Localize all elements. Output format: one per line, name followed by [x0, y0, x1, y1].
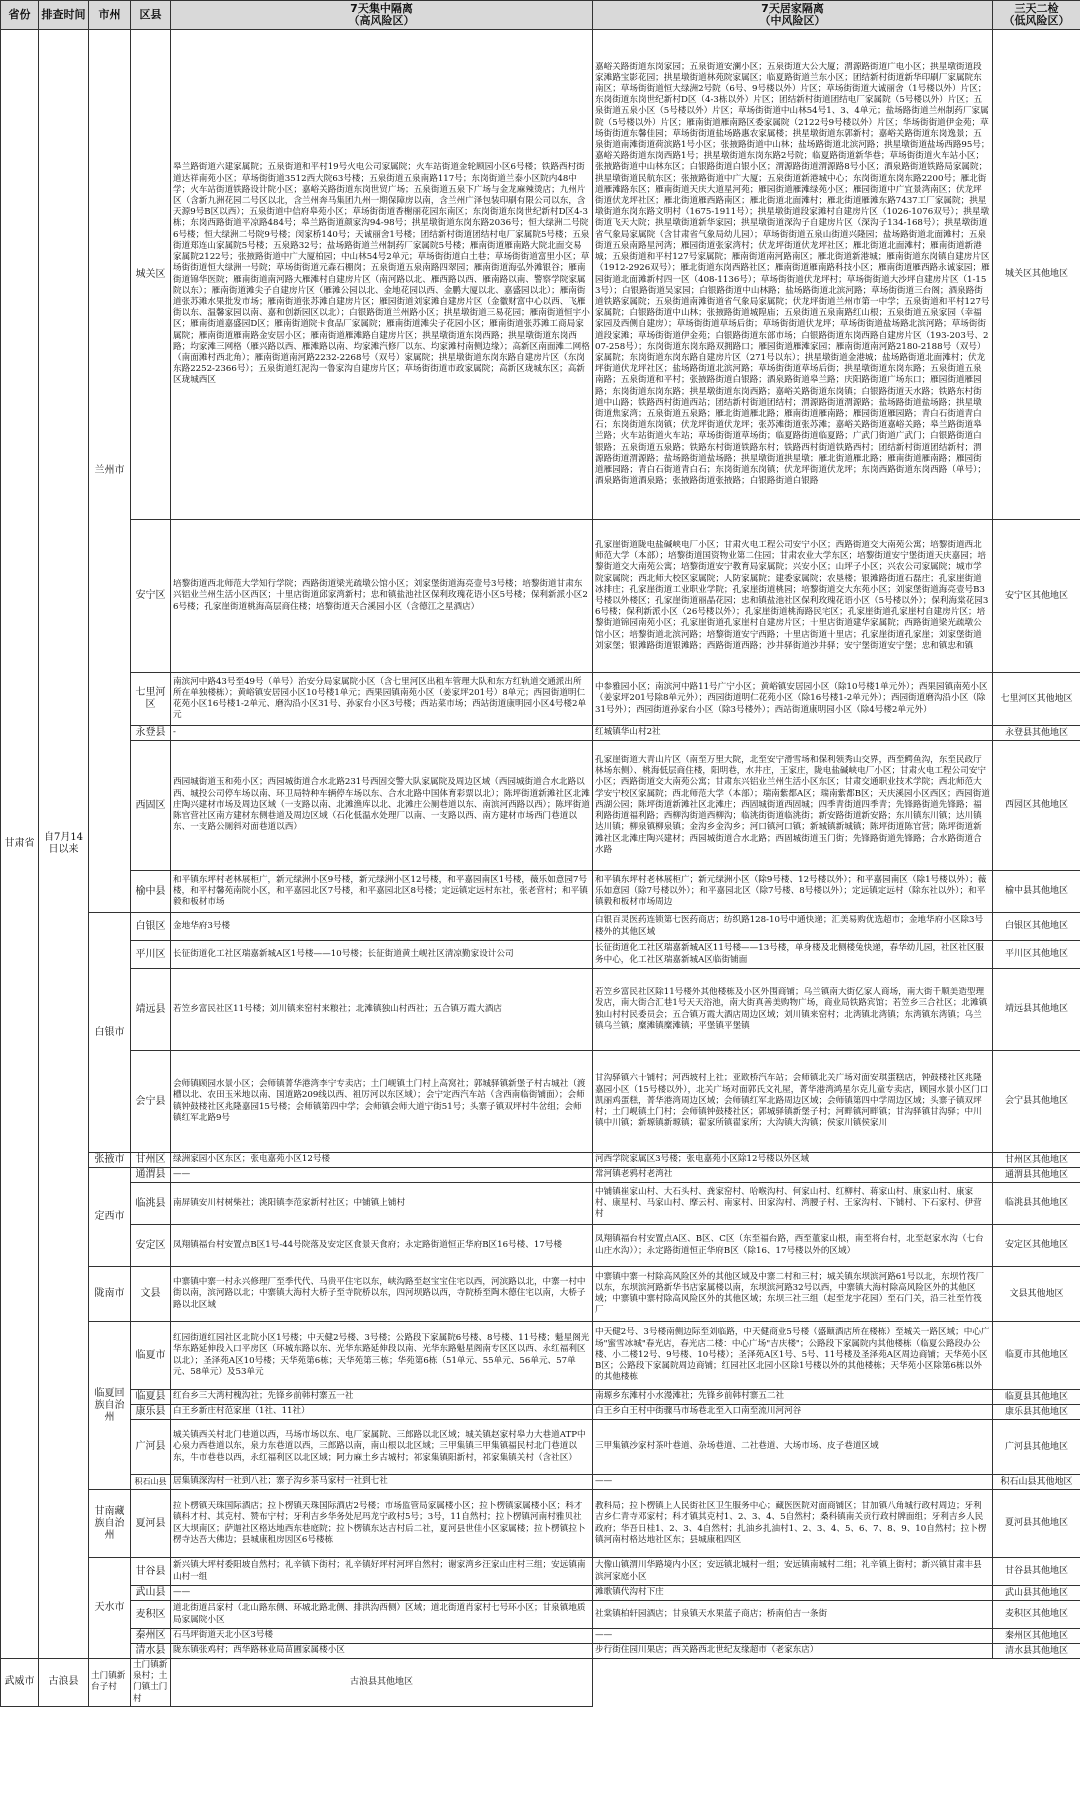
low-risk-cell: 靖远县其他地区 [993, 969, 1080, 1051]
low-risk-cell: 秦州区其他地区 [993, 1629, 1080, 1644]
table-row [1, 1490, 1080, 1558]
mid-risk-cell: —— [593, 1475, 993, 1490]
table-row [1, 1420, 1080, 1475]
high-risk-cell: 培黎街道西北师范大学知行学院；西路街道梁光疏墩公馆小区；刘家堡街道海亮壹号3号楼；培黎街道甘肃东兴铝业兰州生活小区西区；十里店街道邱家湾新村；忠和镇盐池社区保利玫瑰花语小区5号楼；保利新派小区26号楼；孔家崖街道桃海高层商住楼；培黎街道天合溪园小区（含德江之星酒店） [171, 520, 593, 673]
mid-risk-cell: 中参雅园小区；南滨河中路11号广宁小区；黄峪镇安居园小区（除10号楼1单元外）；西果园镇南苑小区（姜家坪201号除8单元外）；西园街道明仁花苑小区（除16号楼1-2单元外）；西园街道磨沟沿小区（除31号外）；西园街道孙家台小区（除3号楼外）；西站街道康明园小区（除4号楼2单元外） [593, 673, 993, 726]
high-risk-cell: 金地华府3号楼 [171, 913, 593, 941]
mid-risk-cell [593, 1322, 993, 1390]
mid-risk-text: 教科局；拉卜楞镇上人民街社区卫生服务中心；藏医医院对面商铺区；甘加镇八角城行政村周边；牙利吉乡仁青寺邓家村；科才镇其克村1、2、3、4、5自然村；桑科镇南关贡行政村牌面组；牙利吉乡人民政府；华吾日桂1、2、3、4自然村；扎油乡扎油村1、2、3、4、5、6、7、8、9、10自然村；拉卜楞镇河南村格达地社区东；县城康租四区 [595, 1501, 987, 1545]
province-cell: 甘肃省 [1, 30, 39, 1659]
mid-risk-cell: 白王乡白王村中街骤马市场巷北至入口南至流川河河谷 [593, 1405, 993, 1420]
high-risk-cell: 绿洲家园小区东区；张电嘉苑小区12号楼 [171, 1153, 593, 1168]
table-row [1, 1405, 1080, 1420]
mid-risk-cell: 白银百灵医药连锁第七医药商店；纺织路128-10号中通快递；汇美易购优选超市；金地华府小区除3号楼外的其他区域 [593, 913, 993, 941]
low-risk-cell: 安宁区其他地区 [993, 520, 1080, 673]
city-cell-wuwei: 武威市 [1, 1659, 39, 1707]
high-risk-cell: 红园街道红园社区北院小区1号楼；中天健2号楼、3号楼；公路段下家属院6号楼、8号楼、11号楼；魁星阁光华东路延伸段入口平房区（环城东路以东、光华东路延伸段以南、光华东路魁星阁南专区区以西、永红福利区以北）；圣泽苑A区10号楼；天华苑第6栋；天华苑第三栋；华苑第6栋（51单元、55单元、56单元、57单元、58单元）及53单元 [171, 1322, 593, 1390]
high-risk-cell: —— [171, 1586, 593, 1601]
mid-risk-text: 若笠乡富民社区除11号楼外其他楼栋及小区外围商铺；乌兰镇南大街亿家人商场，南大街千顺美造型理发店，南大街合汇巷1号天天浴池，南大街真善美购物广场，商业局铁路宾馆；若笠乡三合社区；北滩镇独山村村民委员会；五合镇万霞大酒店周边区域；刘川镇来窑村；北湾镇北湾镇；东湾镇东湾镇；乌兰镇乌兰镇；糜滩镇糜滩镇；平堡镇平堡镇 [595, 987, 988, 1031]
mid-risk-cell [593, 741, 993, 871]
high-risk-cell: 皋兰路街道六建家属院；五泉街道和平村19号火电公司家属院；火车站街道金轮顾园小区6号楼；铁路西村街道达祥南苑小区；草场街街道3512西大院63号楼；五泉街道五泉南路117号；东岗街道兰泰小区院内48中学；火车站街道铁路设计院小区；嘉峪关路街道东岗世贸广场；五泉街道五泉下广场与金龙麻辣烫店；九州片区（含新九洲花园二号区以北，含兰州奔马集团九州一期保障房以南，含兰州广泽包装印刷有限公司以东，含天源9号B区以西）；五泉街道中信府皋苑小区；草场街街道香榭丽花园东南区；东岗街道东岗世纪新村D区4-3栋；东岗西路街道平凉路484号；皋兰路街道颜家沟94-98号；拱星墩街道东岗东路2036号；恒大绿洲二号院6号楼；恒大绿洲二号院9号楼；闵家桥140号；天诚丽舍1号楼；团结新村街道团结村电厂家属院5号楼；五泉街道郑连山家属院5号楼；五泉路32号；盐场路街道兰州制药厂家属院5号楼；雁南街道雁南路大院北面交易家属院2122号；张掖路街道中广大厦柏园；中山林54号2单元；草场街街道白土巷；草场街街道富里小区；草场街街道恒大绿洲一号院；草场街街道元森石棚岗；五泉街道五泉南路四翠园；雁南街道海弘外滩银谷；雁南街道锦华医院；雁南街道南河路大雁滩村自建房片区（南河路以北、雁西路以西、雁南路以南、警察学院家属院以东）；雁南街道滩尖子自建房片区（雁滩公园以北、金地花园以西、金鹏大厦以北、嘉盛园以北）；雁南街道张苏滩水果批发市场；雁南街道张苏滩自建房片区；雁园街道刘家滩自建房片区（金徽财富中心以西、飞雁街以东、温馨家园以南、嘉和创新园区以北）；白银路街道兰州路小区；拱星墩街道三易花园；雁南街道恒宇小区；雁南街道嘉盛园D区；雁南街道院卡食品厂家属院；雁南街道滩尖子花园小区；雁南街道张苏滩工商局家属院；雁南街道雁南路金安居小区；雁南街道雁滩路自建房片区；拱星墩街道东岗西路；拱星墩街道东岗西路；均家滩三网格（雁兴路以西、雁滩路以南、均家滩汽修厂以东、均家滩村南侧边缘）；高新区南面滩二网格（南面滩村西北角）；雁南街道南河路2232-2268号（双号）家属院；拱星墩街道东岗东路自建房片区（东岗东路2252-2366号）；五泉街道红泥沟一鲁家沟自建房片区；草场街街道市政家属院；高新区珑城东区；高新区珑城西区 [171, 30, 593, 520]
table-row [1, 1644, 1080, 1659]
table-row [1, 913, 1080, 941]
mid-risk-cell: 河西学院家属区3号楼；张电嘉苑小区除12号楼以外区域 [593, 1153, 993, 1168]
table-row [1, 1601, 1080, 1629]
high-risk-cell: 土门镇新台子村 [89, 1659, 131, 1707]
mid-risk-cell: 红城镇华山村2社 [593, 726, 993, 741]
low-risk-cell: 甘州区其他地区 [993, 1153, 1080, 1168]
district-cell: 城关区 [131, 30, 171, 520]
district-cell: 甘州区 [131, 1153, 171, 1168]
district-cell: 靖远县 [131, 969, 171, 1051]
table-row [1, 1390, 1080, 1405]
low-risk-cell: 平川区其他地区 [993, 941, 1080, 969]
district-cell: 会宁县 [131, 1051, 171, 1153]
time-cell: 自7月14日以来 [39, 30, 89, 1659]
district-cell: 麦积区 [131, 1601, 171, 1629]
mid-risk-cell [593, 1051, 993, 1153]
district-cell: 秦州区 [131, 1629, 171, 1644]
city-cell-lanzhou: 兰州市 [89, 30, 131, 913]
high-risk-cell: 城关镇西关村北门巷道以西，马场市场以东、电厂家属院、三郎路以北区域；城关镇赵家村皋力大巷道ATP中心泉力西巷道以东，泉力东巷道以西，三郎路以南，南山根以北区域；三甲集镇三甲集镇福民村北门巷道以东，牛市巷巷以西，永红福利区以北区域；阿力麻土乡古城村；祁家集镇阳新村，祁家集镇关村（含社区） [171, 1420, 593, 1475]
high-risk-cell: 红台乡三大湾村槐沟社；先锋乡前韩村寨五一社 [171, 1390, 593, 1405]
district-cell: 临夏县 [131, 1390, 171, 1405]
district-cell: 古浪县 [39, 1659, 89, 1707]
mid-risk-cell: 滩歌镇代沟村下庄 [593, 1586, 993, 1601]
high-risk-cell: 居集镇深沟村一社到八社；寨子沟乡茶马家村一社到七社 [171, 1475, 593, 1490]
table-row [1, 1051, 1080, 1153]
district-cell: 积石山县 [131, 1475, 171, 1490]
high-risk-cell: 南滨河中路43号至49号（单号）治安分局家属院小区（含七里河区出租车管理大队和东方红轨道交通派出所所在单独楼栋）；黄峪镇安居园小区10号楼1单元；西果园镇南苑小区（姜家坪201号）8单元；西园街道明仁花苑小区16号楼1-2单元、磨沟沿小区31号、孙家台小区3号楼；西站菜市场；西站街道康明园小区4号楼2单元 [171, 673, 593, 726]
city-cell-tianshui: 天水市 [89, 1558, 131, 1659]
district-cell: 安定区 [131, 1225, 171, 1267]
district-cell: 七里河区 [131, 673, 171, 726]
table-row [1, 520, 1080, 673]
mid-risk-text: 中天健2号、3号楼南侧边际至刘临路，中天健商业5号楼（盛颐酒店所在楼栋）至城关一路区域；中心广场"蜜雪冰城"春光店，春光店二楼：中心广场"吉庆楼"；公路段下家属院内其他楼栋（临夏公路段办公楼、小二楼12号、9号楼、10号楼）；圣泽苑A区1号、5号、11号楼及圣泽苑A区周边商铺；天华苑小区B区；公路段下家属院周边商铺；红园社区北园小区除1号楼以外的其他楼栋；天华苑小区除第6栋以外的其他楼栋 [595, 1327, 990, 1383]
high-risk-cell: 若笠乡富民社区11号楼；刘川镇来窑村来粮社；北滩镇独山村西社；五合镇万霞大酒店 [171, 969, 593, 1051]
district-cell: 广河县 [131, 1420, 171, 1475]
high-risk-cell: 中寨镇中寨一村永兴修理厂至季代代、马贵平住宅以东，峡沟路至赵宝宝住宅以西，河滨路以北，中寨一村中街以南，滨河路以北；中寨镇大海村大桥子至寺院桥以东，四河坝路以西，寺院桥至陶木德住宅以南，大桥子路以北区域 [171, 1267, 593, 1322]
low-risk-cell: 清水县其他地区 [993, 1644, 1080, 1659]
low-risk-cell: 榆中县其他地区 [993, 871, 1080, 913]
table-row [1, 1168, 1080, 1183]
header-row [1, 1, 1080, 30]
city-cell-zhangye: 张掖市 [89, 1153, 131, 1168]
low-risk-cell: 康乐县其他地区 [993, 1405, 1080, 1420]
low-risk-cell: 会宁县其他地区 [993, 1051, 1080, 1153]
city-cell-dingxi: 定西市 [89, 1168, 131, 1267]
high-risk-cell: 南屏镇安川村树柴社；洮阳镇李范家新村社区；中铺镇上铺村 [171, 1183, 593, 1225]
mid-risk-cell: 中铺镇崔家山村、大石头村、龚家窑村、哈喉沟村、何家山村、红柳村、蒋家山村、康家山村、康家村、康星村、马家山村、摩云村、南家村、田家沟村、湾腰子村、王家沟村、下铺村、下石家村、伊营村 [593, 1183, 993, 1225]
header-time: 排查时间 [39, 1, 89, 30]
low-risk-cell: 积石山县其他地区 [993, 1475, 1080, 1490]
mid-risk-cell [593, 1490, 993, 1558]
mid-risk-text: 孔家崖街道大青山片区（南至万里大院，北至安宁滑雪场和保利领秀山交界，西至鳄鱼沟，东至民政厅林场东侧）、桃海低层商住楼，阳明巷，水井庄，王家庄，陇电盐碱峡电厂小区；甘肃火电工程公司安宁小区；西路街道交大南苑公寓；甘肃东兴铝业兰州生活小区东区；甘肃交通职业技术学院；西北师范大学安宁校区家属院；西北师范大学（本部）；瑞南紫都A区；瑞南紫都B区；天庆溪园小区西区；西园街道西湖公园；陈坪街道新滩社区北滩庄；西固城街道西固城；四季青街道四季青；先锋路街道先锋路；福利路街道福利路；西柳沟街道西柳沟；临洮街街道临洮街；新安路街道新安路；东川镇东川镇；达川镇达川镇；柳泉镇柳泉镇；金沟乡金沟乡；河口镇河口镇；新城镇新城镇；陈坪街道陈官营；陈坪街道新滩社区北滩庄陶兴建材；西园城街道合水北路；西固城街道玉门街；先锋路街道先锋路；合水路街道合水路 [595, 755, 990, 855]
mid-risk-cell: 三甲集镇沙家村茶叶巷道、杂场巷道、二社巷道、大场市场、皮子巷道区域 [593, 1420, 993, 1475]
low-risk-cell: 麦积区其他地区 [993, 1601, 1080, 1629]
mid-risk-cell: 凤翔镇福台村安置点A区、B区、C区（东至福台路，西至董家山根，南至将台村，北至赵家水沟（七台山庄水沟））；永定路街道恒正华府B区（除16、17号楼以外的区域） [593, 1225, 993, 1267]
low-risk-cell: 临夏县其他地区 [993, 1390, 1080, 1405]
table-row [1, 871, 1080, 913]
district-cell: 夏河县 [131, 1490, 171, 1558]
mid-risk-cell: 社棠镇柏轩园酒店；甘泉镇天水果蓝子商店；桥南伯吉一条街 [593, 1601, 993, 1629]
low-risk-cell: 临夏市其他地区 [993, 1322, 1080, 1390]
mid-risk-cell: 中寨镇中寨一村除高风险区外的其他区域及中寨二村和三村；城关镇东坝滨河路61号以北，东坝竹筏厂以东，东坝滨河路新华书店家属楼以南，东坝滨河路32号以西，中寨镇大海村除高风险区外的其他区域；中寨镇中寨村除高风险区外的其他区域；东坝三社三组（起至龙宇花园）至石门关，沿三社至竹筏厂 [593, 1267, 993, 1322]
high-risk-cell: 白王乡新庄村范家崖（1社、11社） [171, 1405, 593, 1420]
table-row [1, 30, 1080, 520]
district-cell: 康乐县 [131, 1405, 171, 1420]
district-cell: 文县 [131, 1267, 171, 1322]
table-row [1, 941, 1080, 969]
high-risk-cell: 和平镇东坪村老林展柜广，新元绿洲小区9号楼，新元绿洲小区12号楼，和平嘉园南区1号楼，薇乐如意园7号楼，和平村馨苑南院小区，和平嘉园北区7号楼，和平嘉园北区8号楼；定远镇定远村东社，张老营村；和平镇毅和板材市场 [171, 871, 593, 913]
district-cell: 安宁区 [131, 520, 171, 673]
table-row [1, 1558, 1080, 1586]
mid-risk-cell [593, 969, 993, 1051]
district-cell: 武山县 [131, 1586, 171, 1601]
city-cell-baiyin: 白银市 [89, 913, 131, 1153]
table-row [1, 969, 1080, 1051]
header-province: 省份 [1, 1, 39, 30]
high-risk-cell: 西园城街道玉和苑小区；西园城街道合水北路231号西固交警大队家属院及周边区域（西园城街道合水北路以西、城投公司停车场以南、环卫局特种车辆停车场以东、合水北路中国体育彩票以北）；陈坪街道新滩社区北滩庄陶兴建材市场及周边区域（一支路以南、北滩渔库以北、北滩庄公厕巷道以东、南滨河西路以西）；陈坪街道陈官营社区南方建材东侧巷道及周边区域（石化低温水处理厂以南、一支路以西、南方建材市场西门巷道以东、一支路公厕斜对面巷道以西） [171, 741, 593, 871]
table-row [1, 1629, 1080, 1644]
mid-risk-text: 孔家崖街道陇电盐碱峡电厂小区；甘肃火电工程公司安宁小区；西路街道交大南苑公寓；培黎街道西北师范大学（本部）；培黎街道国资物业第二住园；甘肃农业大学东区；培黎街道安宁堡街道天庆嘉园；培黎街道交大南苑公寓；培黎街道安宁教育局家属院；兴安小区；山坪子小区；兴农公司家属院；城市学院家属院；西北师大校区家属院；人防家属院；建委家属院；农垦楼；银滩路街道石磊庄；孔家崖街道冰排庄；孔家崖街道工业职业学院；孔家崖街道桃园；培黎街道交大东苑小区；刘家堡街道海亮壹号B3号楼以外楼区；孔家崖街道丽晶花园；忠和镇盐池社区保利玫瑰花语小区（5号楼以外）；保利海棠花园36号楼；保利新派小区（26号楼以外）；孔家崖街道桃海路民宅区；孔家崖街道孔家崖村自建房片区；培黎街道锦园南苑小区；孔家崖街道孔家崖村自建房片区；十里店街道建华家属院；西路街道梁光疏墩公馆小区；培黎街道北滨河路；培黎街道安宁西路；十里店街道十里店；孔家崖街道孔家崖；刘家堡街道刘家堡；银滩路街道银滩路；西路街道西路；沙井驿街道沙井驿；安宁堡街道安宁堡；忠和镇忠和镇 [595, 539, 989, 651]
high-risk-cell: 陇东镇张鸡村；西华路林业局苗圃家属楼小区 [171, 1644, 593, 1659]
mid-risk-cell: 步行街住园川果店；西关路西北世纪友缘超市（老家东店） [593, 1644, 993, 1659]
low-risk-cell: 文县其他地区 [993, 1267, 1080, 1322]
high-risk-text: 拉卜楞镇天珠国际酒店；拉卜楞镇天珠国际酒店2号楼；市场监管局家属楼小区；拉卜楞镇家属楼小区；科才镇科才村、其克村、赞布宁村；牙利吉乡华务处尼玛龙宁政村5号；3号，11自然村；拉卜楞镇河南村雅贝社区大坝南区；萨迦社区格达地西东巷庭院；拉卜楞镇东达吉村后二社，夏河县世佳小区家属楼；拉卜楞镇拉卜楞寺达吾大佛边；县城康租房因区6号楼栋 [173, 1501, 586, 1545]
low-risk-cell: 夏河县其他地区 [993, 1490, 1080, 1558]
district-cell: 通渭县 [131, 1168, 171, 1183]
header-city: 市州 [89, 1, 131, 30]
district-cell: 清水县 [131, 1644, 171, 1659]
table-row [1, 1225, 1080, 1267]
table-row [1, 741, 1080, 871]
table-row [1, 673, 1080, 726]
high-risk-cell: - [171, 726, 593, 741]
low-risk-cell: 甘谷县其他地区 [993, 1558, 1080, 1586]
high-risk-cell: 新兴镇大坪村委阳坡自然村；礼辛镇下街村；礼辛镇好坪村河坪自然村；谢家湾乡汪家山庄村三组；安远镇南山村一组 [171, 1558, 593, 1586]
table-row [1, 1322, 1080, 1390]
low-risk-cell: 城关区其他地区 [993, 30, 1080, 520]
district-cell: 西固区 [131, 741, 171, 871]
table-row [1, 1586, 1080, 1601]
table-row [1, 1267, 1080, 1322]
low-risk-cell: 通渭县其他地区 [993, 1168, 1080, 1183]
city-cell-gannan: 甘南藏族自治州 [89, 1490, 131, 1558]
mid-risk-cell: 南塬乡东滩村小水漫滩社；先锋乡前韩村寨五二社 [593, 1390, 993, 1405]
district-cell: 平川区 [131, 941, 171, 969]
city-cell-linxia: 临夏回族自治州 [89, 1322, 131, 1490]
district-cell: 白银区 [131, 913, 171, 941]
high-risk-cell: 石马坪街道天北小区3号楼 [171, 1629, 593, 1644]
city-cell-longnan: 陇南市 [89, 1267, 131, 1322]
mid-risk-cell [593, 30, 993, 520]
high-risk-cell: 会师镇顾园水景小区；会师镇菁华港湾李宁专卖店；土门岘镇土门村上高窝社；郭城驿镇新堡子村古城社（渡槽以北、农田玉米地以南、国道路209线以西、祖厉河以东区域）；会宁定西汽车站（含西南临街铺面）；会师镇钟鼓楼社区兆隆嘉园15号楼；会师镇第四中学；会师镇会师大道宁街51号；头寨子镇双坪村牛岔组；会师镇红军北路9号 [171, 1051, 593, 1153]
district-cell: 榆中县 [131, 871, 171, 913]
high-risk-cell: 凤翔镇福台村安置点B区1号-44号院落及安定区食景天食府；永定路街道恒正华府B区16号楼、17号楼 [171, 1225, 593, 1267]
low-risk-cell: 临洮县其他地区 [993, 1183, 1080, 1225]
district-cell: 临夏市 [131, 1322, 171, 1390]
high-risk-cell: 道北街道吕家村（北山路东侧、环城北路北侧、排洪沟西侧）区域；道北街道肖家村七号环小区；甘泉镇地质局家属院小区 [171, 1601, 593, 1629]
mid-risk-cell: 土门镇新泉村；土门镇土门村 [131, 1659, 171, 1707]
header-mid-risk: 7天居家隔离 （中风险区） [593, 1, 993, 30]
low-risk-cell: 西园区其他地区 [993, 741, 1080, 871]
table-row [1, 726, 1080, 741]
district-cell: 永登县 [131, 726, 171, 741]
low-risk-cell: 安定区其他地区 [993, 1225, 1080, 1267]
mid-risk-text: 嘉峪关路街道东岗家园；五泉街道安澜小区；五泉街道大公大厦；渭源路街道广电小区；拱星墩街道段家滩路宝影花园；拱星墩街道林苑院家属区；临夏路街道兰东小区；团结新村街道新华印刷厂家属院东南区；草场街街道恒大绿洲2号院（6号、9号楼以外）片区；草场街街道大诚丽舍（1号楼以外）片区；东岗街道东岗世纪新村D区（4-3栋以外）片区；团结新村街道团结电厂家属院（5号楼以外）片区；五泉街道五泉小区（5号楼以外）片区；草场街街道中山林54号1、3、4单元；盐场路街道兰州制药厂家属院（5号楼以外）片区；雁南街道雁南路区委家属院（2122号9号楼以外）片区；华场街街道伊金苑；草场街街道东馨佳园；草场街街道盐场路惠农家属楼；拱星墩街道东郭新村；嘉峪关路街道东岗逸景；五泉街道南滩街道荷滨路1号小区；张掖路街道中山林；盐场路街道北滨河路；拱星墩街道盐场西路95号；嘉峪关路街道东岗西路1号；拱星墩街道东岗东路2号院；临夏路街道新华巷；草场街街道火车站小区；张掖路街道中山林东区；白银路街道白银小区；渭源路街道渭源路8号小区；酒泉路街道铁路局家属院；拱星墩街道民航东区；张掖路街道中广大厦；五泉街道新港城中心；东岗街道东岗东路2200号；雁北街道雁滩路东区；雁南街道天庆大道星河苑；雁园街道雁滩绿苑小区；雁园街道中广宜景湾南区；伏龙坪街道伏龙坪社区；雁北街道雁西路南区；雁北街道北面滩村；雁北街道雁滩东路7437工厂家属院；拱星墩街道东岗东路文明村（1675-1911号）；拱星墩街道段家滩村自建房片区（1026-1076双号）；拱星墩街道飞天大院；拱星墩街道新华家园；拱星墩街道深沟子自建房片区（深沟子134-168号）；拱星墩街道省气象局家属院（含甘肃省气象局幼儿园）；草场街街道五泉山街道兴隆园；盐场路街道北面滩村；五泉街道五泉南路星河湾；雁园街道张家湾村；伏龙坪街道伏龙坪社区；雁北街道北面滩村；雁南街道新港城；五泉街道和平村127号家属院；雁南街道南河路南区；雁北街道新港城；雁南街道东岗镇自建房片区（1912-2926双号）；雁北街道东岗西路社区；雁南街道雁南路科技小区；雁南街道雁西路永诚家园；雁园街道北面滩新村四一区（408-1136号）；草场街街道伏龙坪村；草场街街道大沙坪自建房片区（1-153号）；白银路街道吴家园；白银路街道中山林路；盐场路街道北滨河路；草场街街道三台阁；酒泉路街道铁路家属院；五泉街道南滩街道省气象局家属院；伏龙坪街道兰州市第一中学；五泉街道和平村127号家属院；白银路街道中山林；张掖路街道城隍庙；五泉街道五泉南路红山根；五泉街道五泉家园（幸福家园及西侧自建房）；草场街街道草场后街；草场街街道伏龙坪；草场街街道盐场路北滨河路；草场街街道段家滩；草场街街道伊金苑；白银路街道东部市场；白银路街道东岗西路自建房片区（193-203号、207-258号）；东岗街道东岗东路双拥路口；雁园街道雁滩家园；雁南街道南河路2180-2188号（双号）家属院；东岗街道东岗东路自建房片区（271号以东）；拱星墩街道金港城；盐场路街道北面滩村；伏龙坪街道伏龙坪社区；盐场路街道北滨河路；草场街街道草场后街；拱星墩街道东岗东路；五泉街道五泉南路；五泉街道和平村；张掖路街道白银路；酒泉路街道皋兰路；庆阳路街道广场东口；雁园街道雁园路；东岗街道东岗东路；拱星墩街道东岗西路；嘉峪关路街道东岗镇；白银路街道天水路；铁路东村街道中山路；铁路西村街道西站；团结新村街道团结村；渭源路街道渭源路；盐场路街道盐场路；拱星墩街道焦家湾；五泉街道五泉路；雁北街道雁北路；雁南街道雁南路；雁园街道雁园路；青白石街道青白石；东岗街道东岗镇；伏龙坪街道伏龙坪；张苏滩街道张苏滩；嘉峪关路街道嘉峪关路；皋兰路街道皋兰路；火车站街道火车站；草场街街道草场街；临夏路街道临夏路；广武门街道广武门；白银路街道白银路；五泉街道五泉路；铁路东村街道铁路东村；铁路西村街道铁路西村；团结新村街道团结新村；渭源路街道渭源路；盐场路街道盐场路；拱星墩街道拱星墩；雁北街道雁北路；雁南街道雁南路；雁园街道雁园路；青白石街道青白石；东岗街道东岗镇；伏龙坪街道伏龙坪；东岗西路街道东岗西路（单号）；酒泉路街道酒泉路；张掖路街道张掖路；白银路街道白银路 [595, 61, 990, 487]
table-row [1, 1659, 1080, 1707]
header-high-risk: 7天集中隔离 （高风险区） [171, 1, 593, 30]
table-row [1, 1153, 1080, 1168]
low-risk-cell: 广河县其他地区 [993, 1420, 1080, 1475]
low-risk-cell: 永登县其他地区 [993, 726, 1080, 741]
mid-risk-cell: —— [593, 1629, 993, 1644]
high-risk-cell: —— [171, 1168, 593, 1183]
mid-risk-cell: 和平镇东坪村老林展柜广；新元绿洲小区（除9号楼、12号楼以外）；和平嘉园南区（除1号楼以外）；薇乐如意园（除7号楼以外）；和平嘉园北区（除7号楼、8号楼以外）；定远镇定远村（除东社以外）；和平镇毅和板材市场周边 [593, 871, 993, 913]
low-risk-cell: 武山县其他地区 [993, 1586, 1080, 1601]
low-risk-cell: 古浪县其他地区 [171, 1659, 593, 1707]
header-low-risk: 三天二检 （低风险区） [993, 1, 1080, 30]
table-row [1, 1183, 1080, 1225]
header-district: 区县 [131, 1, 171, 30]
high-risk-cell [171, 1490, 593, 1558]
district-cell: 甘谷县 [131, 1558, 171, 1586]
district-cell: 临洮县 [131, 1183, 171, 1225]
low-risk-cell: 白银区其他地区 [993, 913, 1080, 941]
mid-risk-text: 甘沟驿镇六十铺村；河西坡村上社；亚欧桥汽车站；会师镇北关广场对面安琪蛋糕店，钟鼓楼社区兆隆嘉园小区（15号楼以外），北关广场对面郭氏文礼屋，菁华港湾鸿星尔克儿童专卖店，顾园水景小区门口凯丽鸡蛋糕，菁华港湾周边区域；会师镇红军北路周边区域；会师镇第四中学周边区域；头寨子镇双坪村；土门岘镇土门村；会师镇钟鼓楼社区；郭城驿镇新堡子村；河畔镇河畔镇；甘沟驿镇甘沟驿；中川镇中川镇；新塬镇新塬镇；翟家所镇翟家所；大沟镇大沟镇；侯家川镇侯家川 [595, 1073, 989, 1129]
mid-risk-cell: 大像山镇渭川华路境内小区；安远镇北城村一组；安远镇南城村二组；礼辛镇上街村；新兴镇甘肃丰县滨河家庭小区 [593, 1558, 993, 1586]
mid-risk-cell [593, 520, 993, 673]
table-row [1, 1475, 1080, 1490]
high-risk-cell: 长征街道化工社区瑞嘉新城A区1号楼——10号楼；长征街道黄土岘社区清凉勤家设计公司 [171, 941, 593, 969]
mid-risk-cell: 常河镇老鸦村老湾社 [593, 1168, 993, 1183]
low-risk-cell: 七里河区其他地区 [993, 673, 1080, 726]
mid-risk-cell: 长征街道化工社区瑞嘉新城A区11号楼——13号楼，单身楼及北侧楼兔快递，春华幼儿园，社区社区服务中心，化工社区瑞嘉新城A区临街铺面 [593, 941, 993, 969]
